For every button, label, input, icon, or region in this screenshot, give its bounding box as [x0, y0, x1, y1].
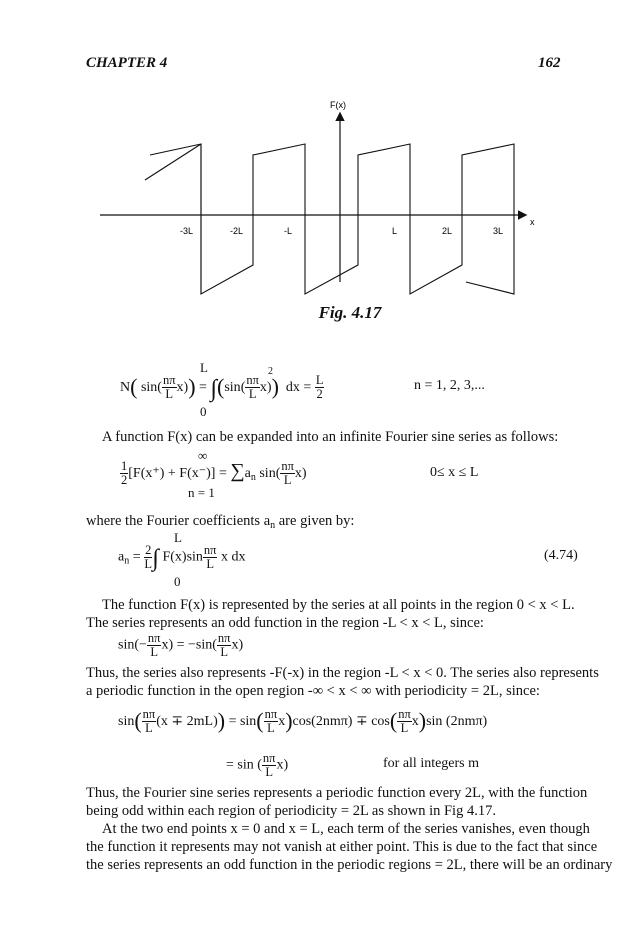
- paragraph: being odd within each region of periodicity = 2L as shown in Fig 4.17.: [86, 803, 496, 819]
- tick-label: L: [392, 226, 398, 236]
- paragraph: the series represents an odd function in the periodic regions = 2L, there will be an ordinary: [86, 857, 613, 873]
- fourier-series-equation: ∞ n = 1 $\frac{1}{2}$ $[F(x^+) + F(x^-)] = \sum a_n$ sin( $\frac{n\pi}{L}$ x) 0≤ x ≤ L: [121, 448, 479, 500]
- tick-label: -3L: [180, 226, 194, 236]
- tick-label: 3L: [493, 226, 504, 236]
- paragraph: A function F(x) can be expanded into an infinite Fourier sine series as follows:: [102, 429, 559, 445]
- norm-equation: L 0 2 N( sin( $\frac{n\pi}{L}$ x)) = ∫(sin( $\frac{n\pi}{L}$ x)) dx = $\frac{L}{2}$ n = 1, 2, 3,...: [120, 360, 485, 419]
- paragraph: the function it represents may not vanish at either point. This is due to the fact that since: [86, 839, 598, 855]
- paragraph: The function F(x) is represented by the series at all points in the region 0 < x < L.: [102, 597, 575, 613]
- periodicity-equation: sin( $\frac{n\pi}{L}$ (x ∓ 2mL)) = sin( $\frac{n\pi}{L}$ x)cos(2nmπ) ∓ cos( $\frac{n\pi}{L}$ x)sin (2nmπ): [118, 707, 488, 736]
- sawtooth-curve: [150, 144, 514, 294]
- paragraph: Thus, the series also represents -F(-x) in the region -L < x < 0. The series also represents: [86, 665, 599, 681]
- tick-label: -2L: [230, 226, 244, 236]
- figure-caption: Fig. 4.17: [318, 303, 382, 322]
- tick-label: 2L: [442, 226, 453, 236]
- paragraph: Thus, the Fourier sine series represents a periodic function every 2L, with the function: [86, 785, 588, 801]
- paragraph: At the two end points x = 0 and x = L, each term of the series vanishes, even though: [102, 821, 590, 837]
- paragraph: a periodic function in the open region -∞ < x < ∞ with periodicity = 2L, since:: [86, 683, 540, 699]
- odd-function-equation: sin(− $\frac{n\pi}{L}$ x) = −sin( $\frac{n\pi}{L}$ x): [118, 631, 244, 659]
- page-number: 162: [538, 55, 561, 71]
- condition-text: for all integers m: [383, 756, 480, 771]
- y-axis-label: F(x): [330, 100, 346, 110]
- x-axis-label: x: [530, 217, 535, 227]
- paragraph: The series represents an odd function in the region -L < x < L, since:: [86, 615, 484, 631]
- equation-number: (4.74): [544, 548, 578, 563]
- figure-4-17: [60, 92, 560, 302]
- tick-label: -L: [284, 226, 293, 236]
- coefficient-equation: L 0 $a_n$ = $\frac{2}{L}$ ∫ F(x)sin $\frac{n\pi}{L}$ x dx (4.74): [118, 530, 578, 589]
- paragraph: where the Fourier coefficients $a_n$ are given by:: [86, 513, 355, 531]
- chapter-header: CHAPTER 4: [86, 55, 168, 71]
- periodicity-result: = sin ( $\frac{n\pi}{L}$ x): [226, 751, 289, 779]
